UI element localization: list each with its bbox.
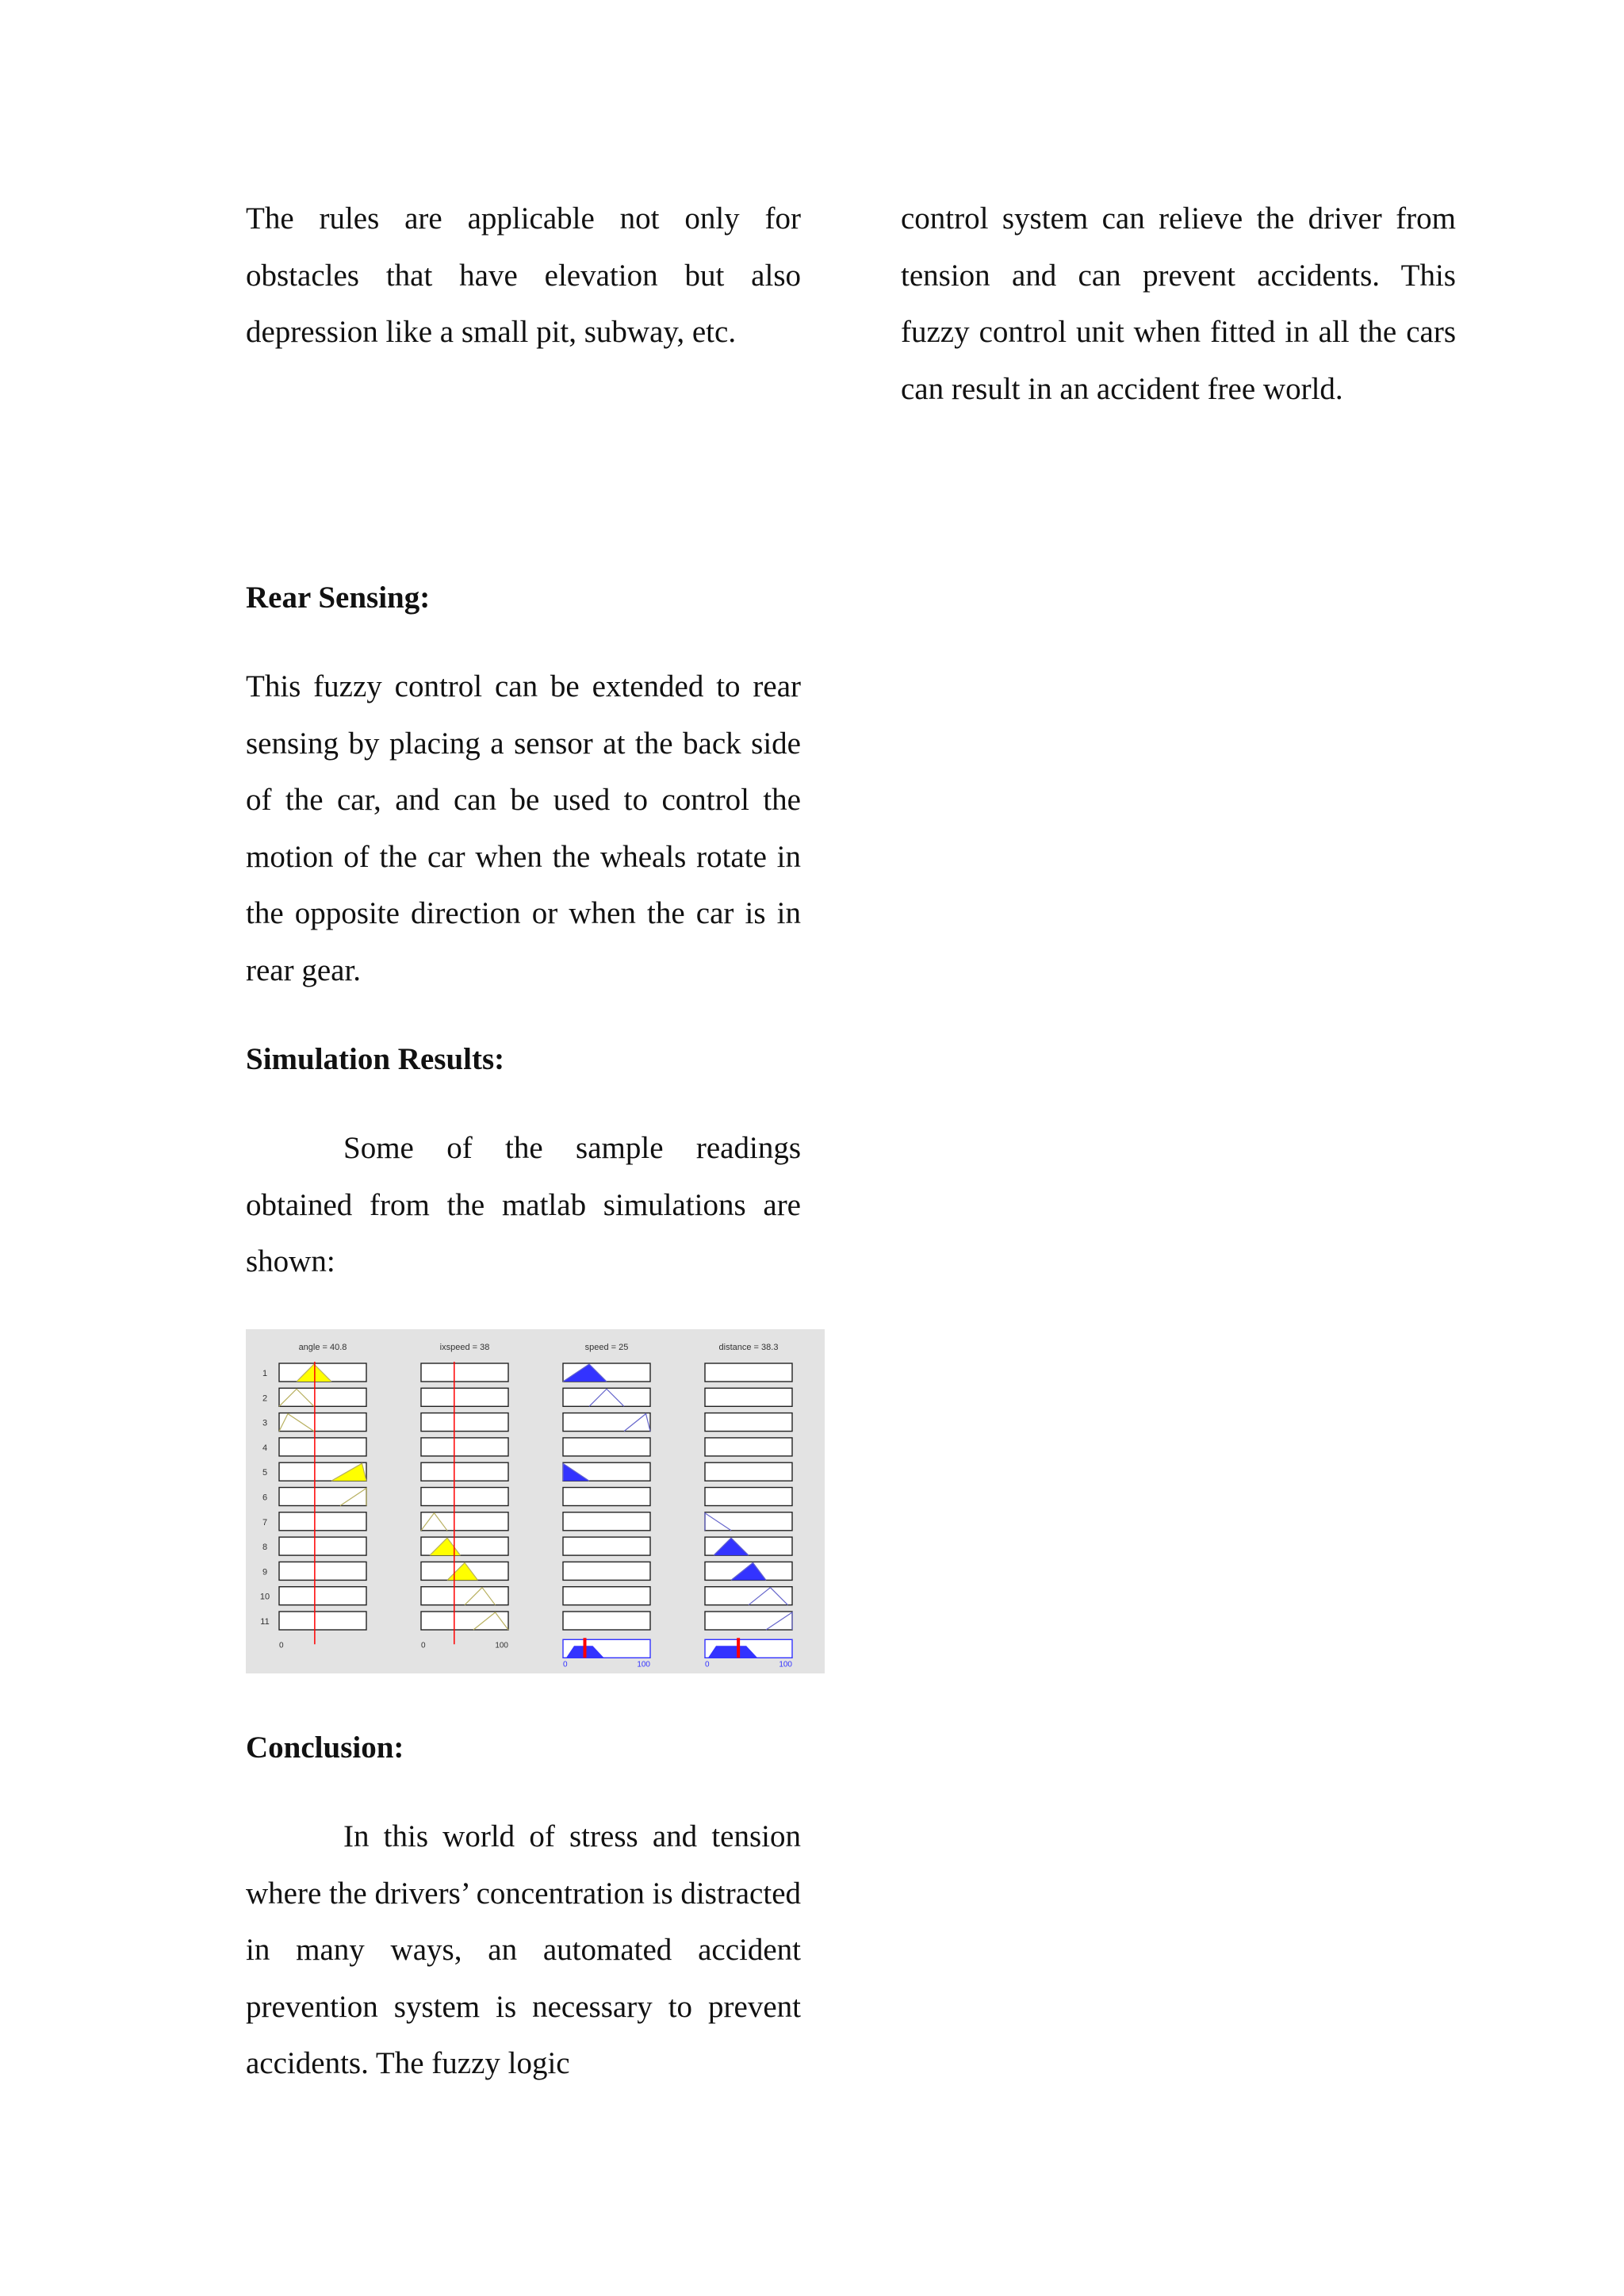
- rule-cell: [421, 1413, 508, 1432]
- rule-cell: [421, 1388, 508, 1406]
- rule-cell: [705, 1363, 792, 1382]
- rule-cell: [705, 1413, 792, 1432]
- rule-cell: [563, 1587, 650, 1605]
- rule-cell: [279, 1388, 366, 1406]
- rule-cell: [563, 1537, 650, 1555]
- row-label: 2: [262, 1393, 268, 1404]
- paragraph-conclusion: In this world of stress and tension where the drivers’ concentration is distracted in many ways, an automated accident prevention system is necessary to prevent accidents. The fuzzy logic: [246, 1819, 801, 2080]
- column-title: ixspeed = 38: [439, 1343, 490, 1352]
- rule-cell: [421, 1438, 508, 1456]
- axis-min-label: 0: [705, 1660, 710, 1669]
- axis-min-label: 0: [421, 1641, 426, 1650]
- row-label: 9: [262, 1567, 268, 1577]
- rule-cell: [421, 1512, 508, 1531]
- column-title: distance = 38.3: [718, 1343, 779, 1352]
- heading-simulation-results: Simulation Results:: [246, 1042, 505, 1076]
- rule-cell: [705, 1462, 792, 1481]
- row-label: 6: [262, 1493, 268, 1503]
- paragraph-simulation: Some of the sample readings obtained from the matlab simulations are shown:: [246, 1131, 801, 1278]
- row-label: 7: [262, 1517, 268, 1527]
- rule-cell: [421, 1488, 508, 1506]
- rule-cell: [279, 1537, 366, 1555]
- row-label: 8: [262, 1543, 268, 1553]
- rule-cell: [705, 1388, 792, 1406]
- heading-conclusion: Conclusion:: [246, 1731, 404, 1765]
- row-label: 10: [259, 1592, 270, 1602]
- rule-cell: [563, 1488, 650, 1506]
- column-title: angle = 40.8: [298, 1343, 347, 1352]
- paragraph-rear-sensing: This fuzzy control can be extended to rear sensing by placing a sensor at the back side of the car, and can be used to control the motion of the car when the wheals rotate in the opposite direction or when the car is in rear gear.: [246, 669, 801, 987]
- axis-max-label: 100: [637, 1660, 650, 1669]
- rule-cell: [279, 1587, 366, 1605]
- rule-cell: [279, 1512, 366, 1531]
- rule-cell: [705, 1438, 792, 1456]
- row-label: 3: [262, 1418, 268, 1428]
- paragraph-obstacles: The rules are applicable not only for obstacles that have elevation but also depression like a small pit, subway, etc.: [246, 201, 801, 349]
- column-title: speed = 25: [584, 1343, 629, 1352]
- row-label: 5: [262, 1468, 268, 1478]
- rule-cell: [705, 1488, 792, 1506]
- rule-cell: [563, 1388, 650, 1406]
- axis-min-label: 0: [279, 1641, 284, 1650]
- row-label: 4: [262, 1443, 268, 1453]
- rule-cell: [563, 1512, 650, 1531]
- axis-max-label: 100: [779, 1660, 792, 1669]
- axis-min-label: 0: [563, 1660, 568, 1669]
- axis-max-label: 100: [495, 1641, 508, 1650]
- rule-cell: [279, 1562, 366, 1580]
- row-label: 1: [262, 1369, 268, 1378]
- rule-cell: [279, 1413, 366, 1432]
- rule-cell: [421, 1612, 508, 1630]
- rule-cell: [563, 1612, 650, 1630]
- rule-cell: [421, 1587, 508, 1605]
- rule-cell: [563, 1438, 650, 1456]
- rule-cell: [421, 1462, 508, 1481]
- heading-rear-sensing: Rear Sensing:: [246, 581, 431, 615]
- row-label: 11: [260, 1617, 270, 1627]
- rule-cell: [279, 1438, 366, 1456]
- rule-cell: [563, 1413, 650, 1432]
- rule-cell: [279, 1612, 366, 1630]
- rule-cell: [421, 1363, 508, 1382]
- rule-cell: [563, 1562, 650, 1580]
- paragraph-continuation: control system can relieve the driver from tension and can prevent accidents. This fuzzy control unit when fitted in all the cars can result in an accident free world.: [901, 201, 1456, 406]
- fuzzy-rule-viewer-figure: [246, 1329, 825, 1673]
